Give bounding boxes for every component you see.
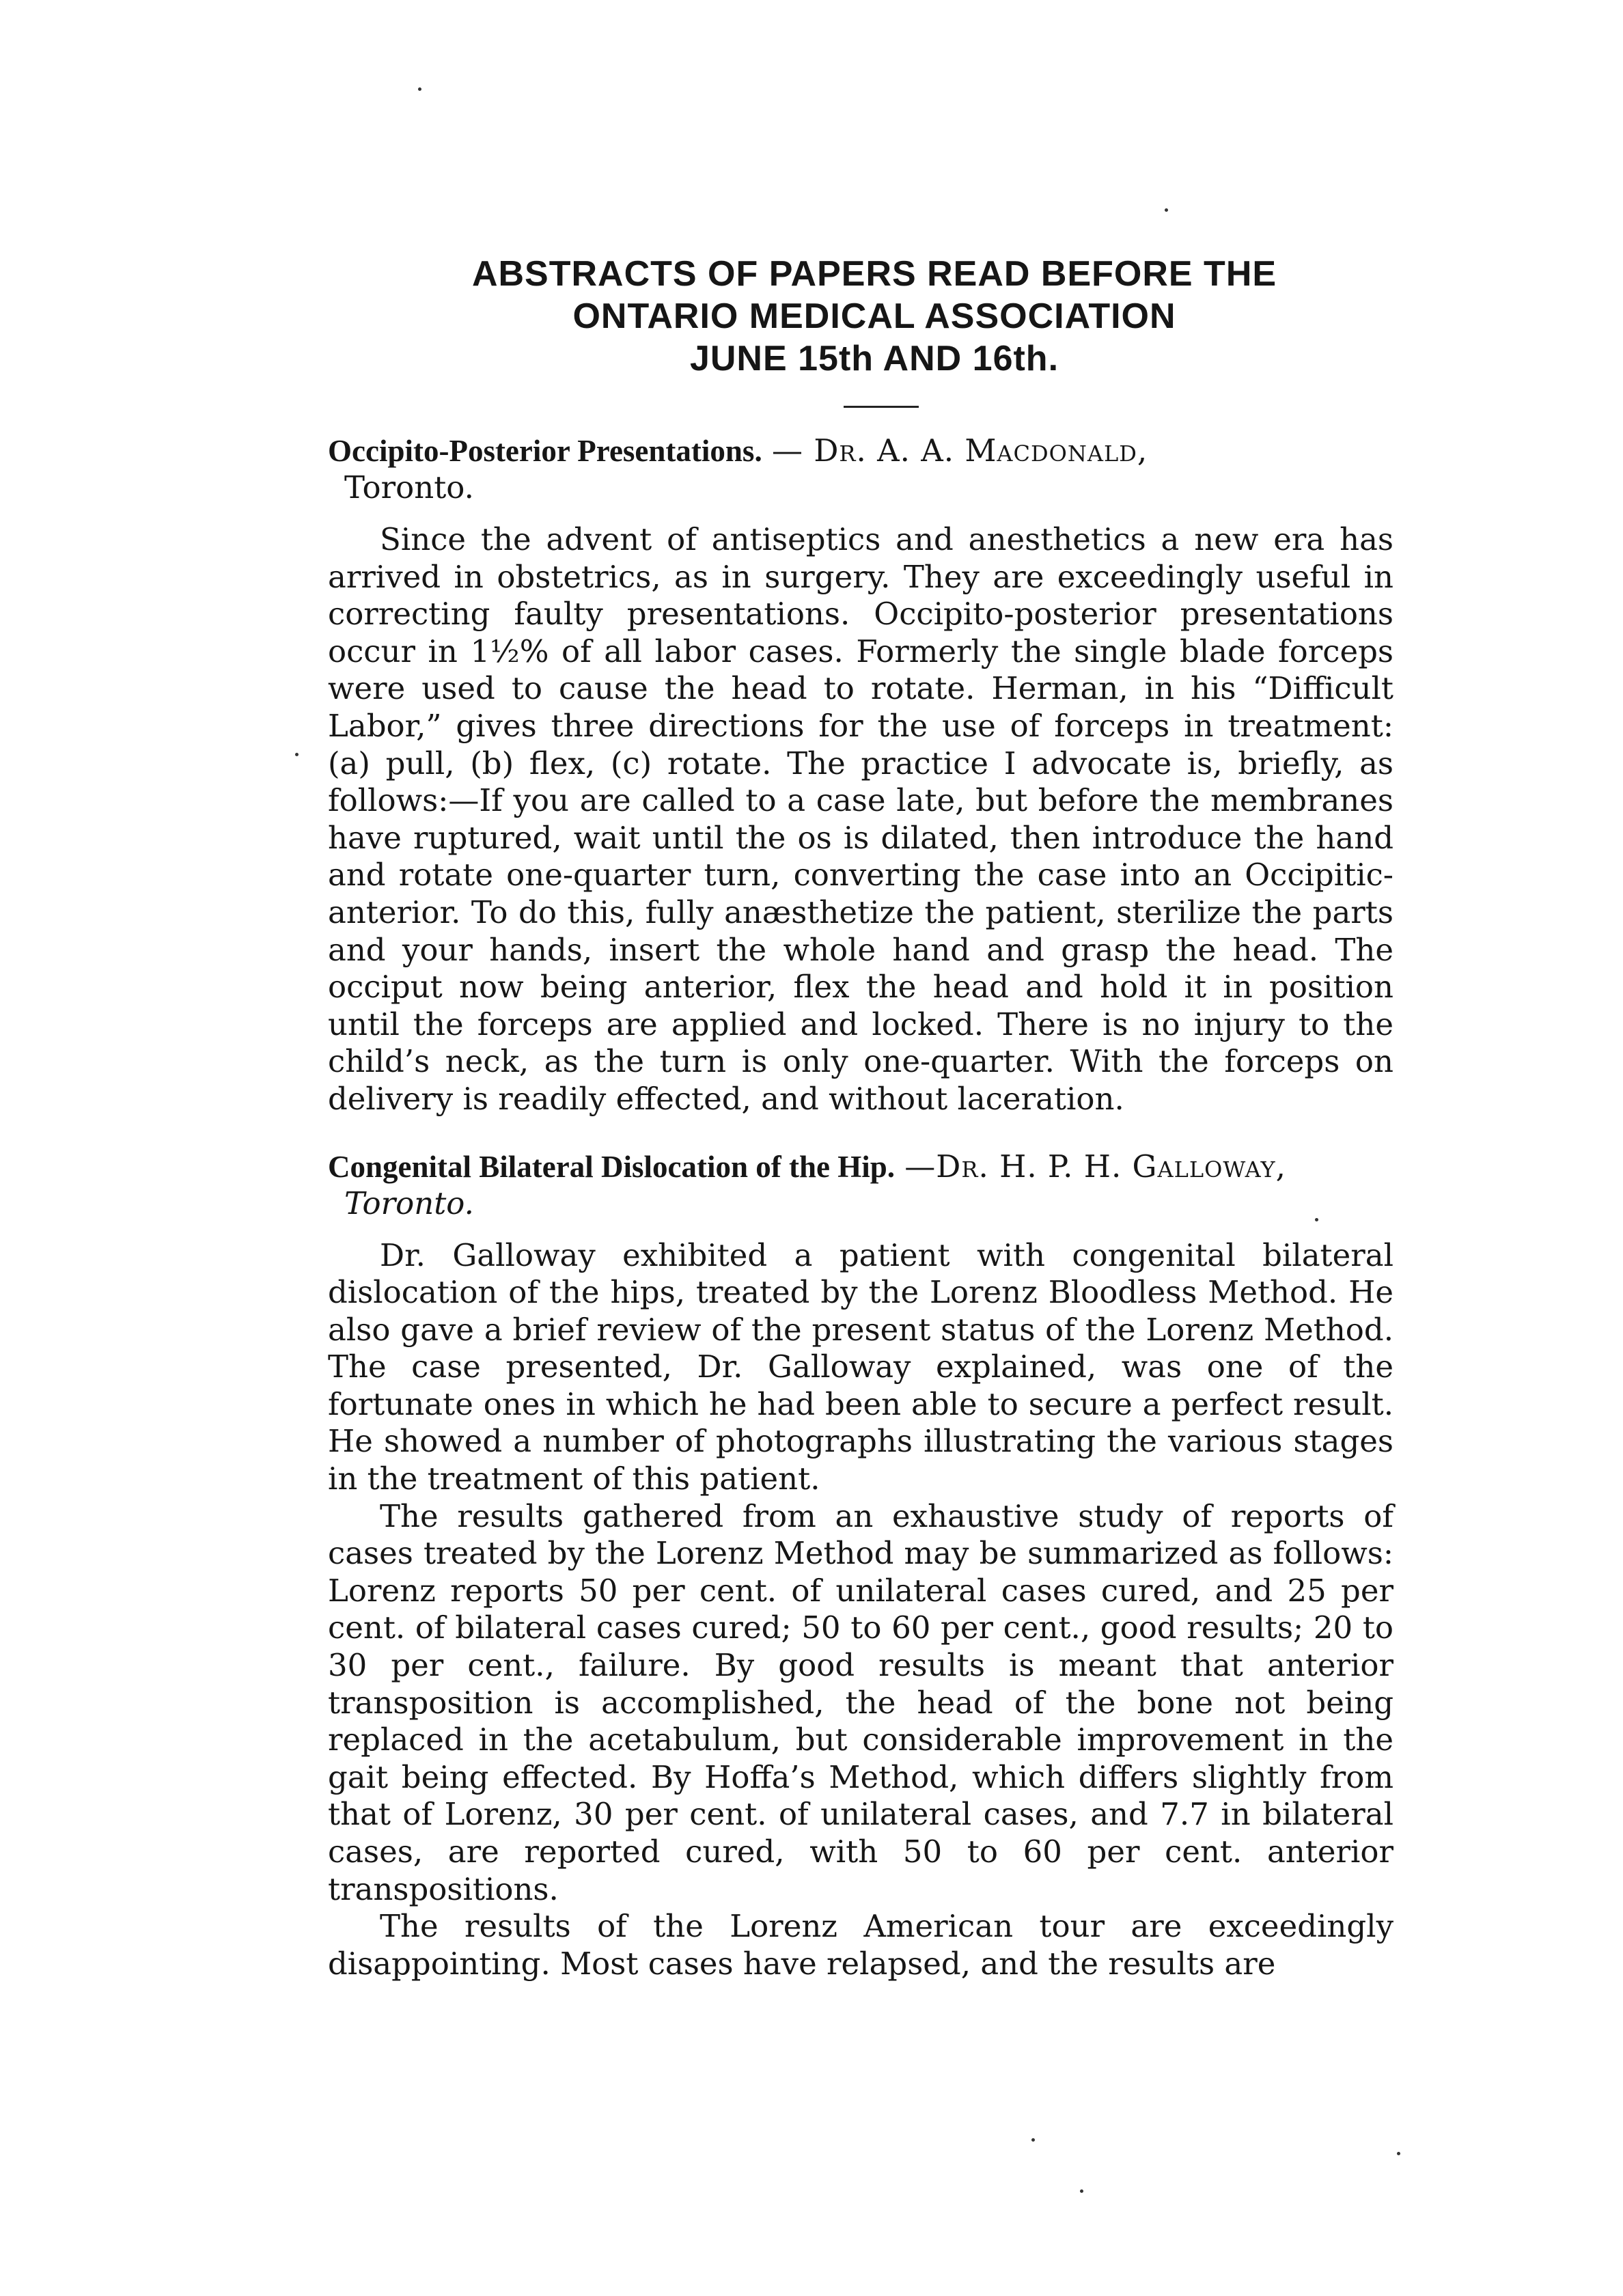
print-speck [1031,2138,1035,2142]
print-speck [1080,2189,1083,2193]
print-speck [1397,2152,1400,2155]
section-heading [328,432,1393,506]
abstract-section [328,1148,1393,1983]
body-paragraph: The results of the Lorenz American tour are exceedingly disappointing. Most cases have relapsed, and the results are [328,1908,1393,1982]
title-line: ONTARIO MEDICAL ASSOCIATION [572,296,1176,336]
section-place: Toronto. [344,1185,474,1221]
print-speck [295,753,299,756]
print-speck [418,87,421,91]
body-paragraph: Dr. Galloway exhibited a patient with congenital bilateral dislocation of the hips, treated by the Lorenz Bloodless Method. He also gave a brief review of the present status of the Lorenz Method. The case presented, Dr. Galloway explained, was one of the fortunate ones in which he had been able to secure a perfect result. He showed a number of photographs illustrating the various stages in the treatment of this patient. [328,1236,1393,1497]
title-divider [844,406,919,408]
print-speck [1165,208,1168,212]
section-place: Toronto. [344,469,474,506]
body-paragraph: Since the advent of antiseptics and anesthetics a new era has arrived in obstetrics, as in surgery. They are exceedingly useful in correcting faulty presentations. Occipito-posterior presentations occur in 1½% of all labor cases. Formerly the single blade forceps were used to cause the head to rotate. Herman, in his “Difficult Labor,” gives three directions for the use of forceps in treatment: (a) pull, (b) flex, (c) rotate. The practice I advocate is, briefly, as follows:—If you are called to a case late, but before the membranes have ruptured, wait until the os is dilated, then introduce the hand and rotate one-quarter turn, converting the case into an Occipitic-anterior. To do this, fully anæsthetize the patient, sterilize the parts and your hands, insert the whole hand and grasp the head. The occiput now being anterior, flex the head and hold it in position until the forceps are applied and locked. There is no injury to the child’s neck, as the turn is only one-quarter. With the forceps on delivery is readily effected, and without laceration. [328,521,1393,1117]
section-title: Congenital Bilateral Dislocation of the Hip. [328,1149,895,1184]
title-line: ABSTRACTS OF PAPERS READ BEFORE THE [471,254,1277,294]
section-title: Occipito-Posterior Presentations. [328,434,762,468]
section-heading [328,1148,1393,1222]
abstract-section [328,432,1393,1118]
body-paragraph: The results gathered from an exhaustive study of reports of cases treated by the Lorenz Method may be summarized as follows: Lorenz reports 50 per cent. of unilateral cases cured, and 25 per cent. of bilateral cases cured; 50 to 60 per cent., good results; 20 to 30 per cent., failure. By good results is meant that anterior transposition is accomplished, the head of the bone not being replaced in the acetabulum, but considerable improvement in the gait being effected. By Hoffa’s Method, which differs slightly from that of Lorenz, 30 per cent. of unilateral cases, and 7.7 in bilateral cases, are reported cured, with 50 to 60 per cent. anterior transpositions. [328,1497,1393,1907]
section-author: —Dr. H. P. H. Galloway, [904,1148,1286,1185]
page-title [328,253,1393,380]
title-line: JUNE 15th AND 16th. [689,339,1059,378]
text-column [328,253,1393,2013]
section-author: — Dr. A. A. Macdonald, [772,432,1148,469]
